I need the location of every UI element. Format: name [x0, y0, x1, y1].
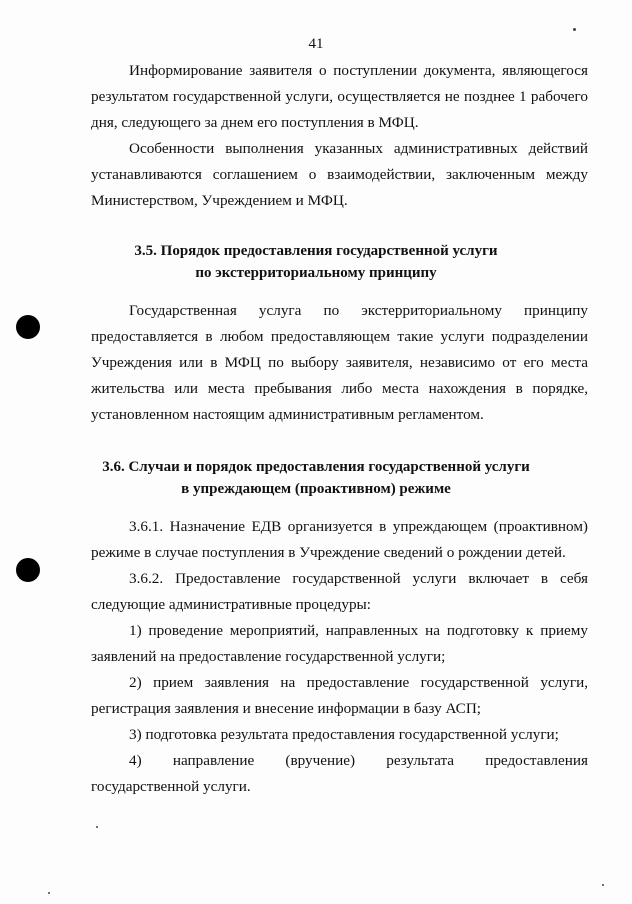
list-item: 4) направление (вручение) результата предоставления государственной услуги. — [91, 752, 588, 795]
section-heading-3-5 — [0, 240, 632, 284]
paragraph: Информирование заявителя о поступлении документа, являющегося результатом государственной услуги, осуществляется не позднее 1 рабочего дня, следующего за днем его поступления в МФЦ. — [91, 62, 588, 131]
punch-hole-top — [16, 315, 40, 339]
heading-line: 3.6. Случаи и порядок предоставления государственной услуги — [102, 459, 530, 475]
heading-line: в упреждающем (проактивном) режиме — [181, 481, 451, 497]
text-block-1 — [91, 58, 588, 214]
text-block-3 — [91, 514, 588, 800]
scan-speck — [96, 826, 98, 828]
paragraph: Государственная услуга по экстерриториальному принципу предоставляется в любом предоставляющем такие услуги подразделении Учреждения или в МФЦ по выбору заявителя, независимо от его места жительства или места пребывания либо места нахождения в порядке, установленном настоящим административным регламентом. — [91, 302, 588, 423]
punch-hole-bottom — [16, 558, 40, 582]
list-item: 1) проведение мероприятий, направленных на подготовку к приему заявлений на предоставление государственной услуги; — [91, 622, 588, 665]
section-heading-3-6 — [0, 456, 632, 500]
scan-speck — [48, 892, 50, 894]
list-item: 3) подготовка результата предоставления государственной услуги; — [129, 726, 559, 743]
paragraph: 3.6.1. Назначение ЕДВ организуется в упреждающем (проактивном) режиме в случае поступления в Учреждение сведений о рождении детей. — [91, 518, 588, 561]
heading-line: 3.5. Порядок предоставления государственной услуги — [134, 243, 498, 259]
paragraph: 3.6.2. Предоставление государственной услуги включает в себя следующие административные процедуры: — [91, 570, 588, 613]
paragraph: Особенности выполнения указанных административных действий устанавливаются соглашением о взаимодействии, заключенным между Министерством, Учреждением и МФЦ. — [91, 140, 588, 209]
page-number: 41 — [308, 36, 324, 52]
scan-speck — [602, 884, 604, 886]
list-item: 2) прием заявления на предоставление государственной услуги, регистрация заявления и внесение информации в базу АСП; — [91, 674, 588, 717]
text-block-2 — [91, 298, 588, 428]
scan-speck — [573, 28, 576, 31]
heading-line: по экстерриториальному принципу — [195, 265, 437, 281]
